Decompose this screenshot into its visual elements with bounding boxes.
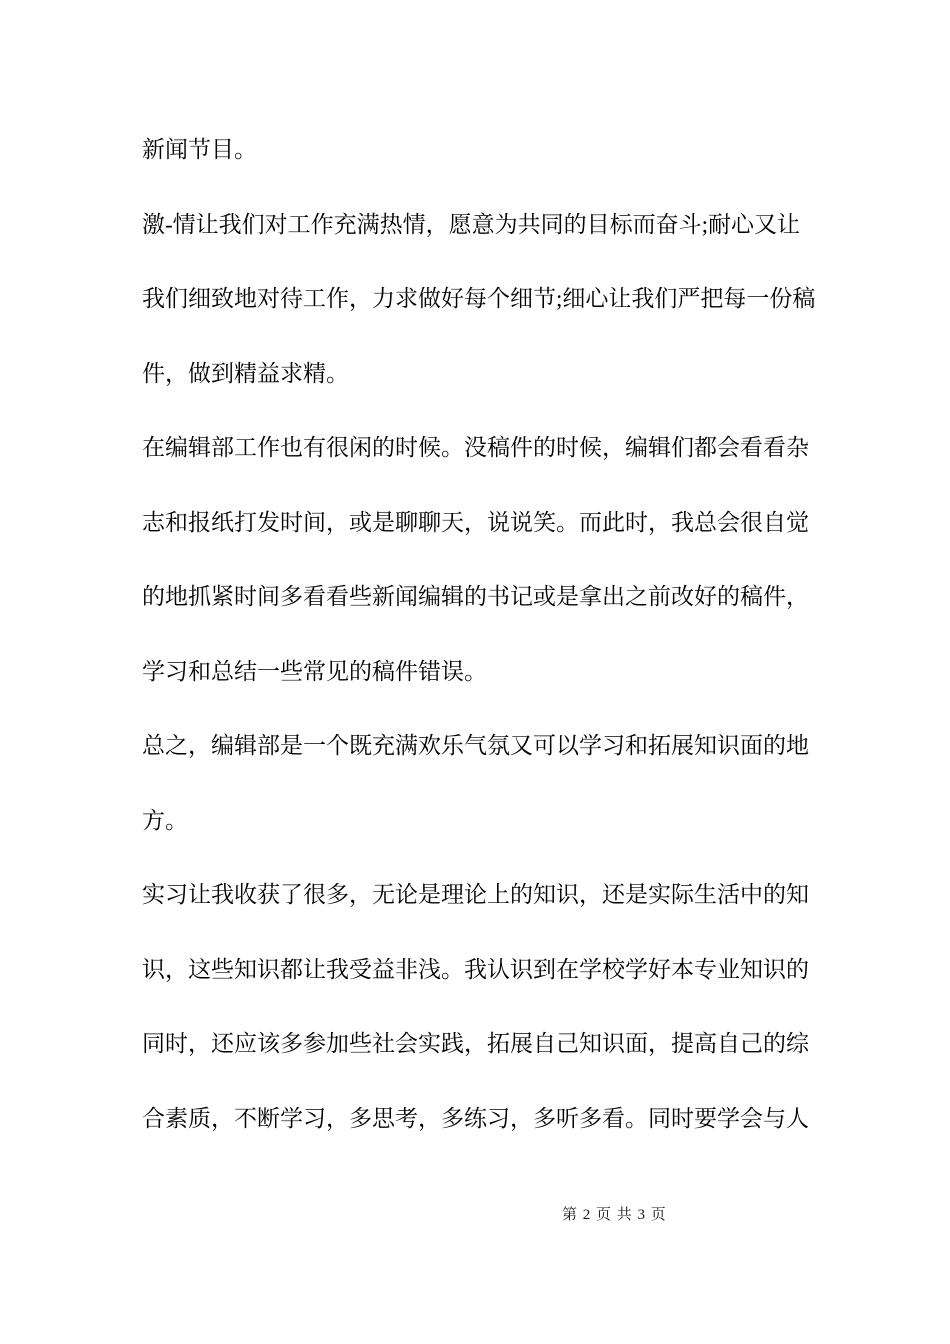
text-line: 总之，编辑部是一个既充满欢乐气氛又可以学习和拓展知识面的地 [142,733,809,758]
text-line: 同时，还应该多参加些社会实践，拓展自己知识面，提高自己的综 [142,1031,809,1056]
document-body [142,113,814,1156]
text-line: 志和报纸打发时间，或是聊聊天，说说笑。而此时，我总会很自觉 [142,509,809,535]
text-line: 的地抓紧时间多看看些新闻编辑的书记或是拿出之前改好的稿件， [142,584,809,609]
text-line: 在编辑部工作也有很闲的时候。没稿件的时候，编辑们都会看看杂 [142,435,809,460]
page-footer: 第 2 页 共 3 页 [562,1207,667,1223]
text-line: 合素质，不断学习，多思考，多练习，多听多看。同时要学会与人 [142,1105,809,1131]
text-line: 识，这些知识都让我受益非浅。我认识到在学校学好本专业知识的 [142,956,809,982]
text-line: 激-情让我们对工作充满热情，愿意为共同的目标而奋斗;耐心又让 [142,211,801,237]
text-line: 我们细致地对待工作，力求做好每个细节;细心让我们严把每一份稿 [142,286,816,311]
text-line: 学习和总结一些常见的稿件错误。 [142,658,487,684]
text-line: 件，做到精益求精。 [142,360,349,386]
text-line: 新闻节目。 [142,137,257,162]
text-line: 方。 [142,807,188,833]
text-line: 实习让我收获了很多，无论是理论上的知识，还是实际生活中的知 [142,882,809,907]
